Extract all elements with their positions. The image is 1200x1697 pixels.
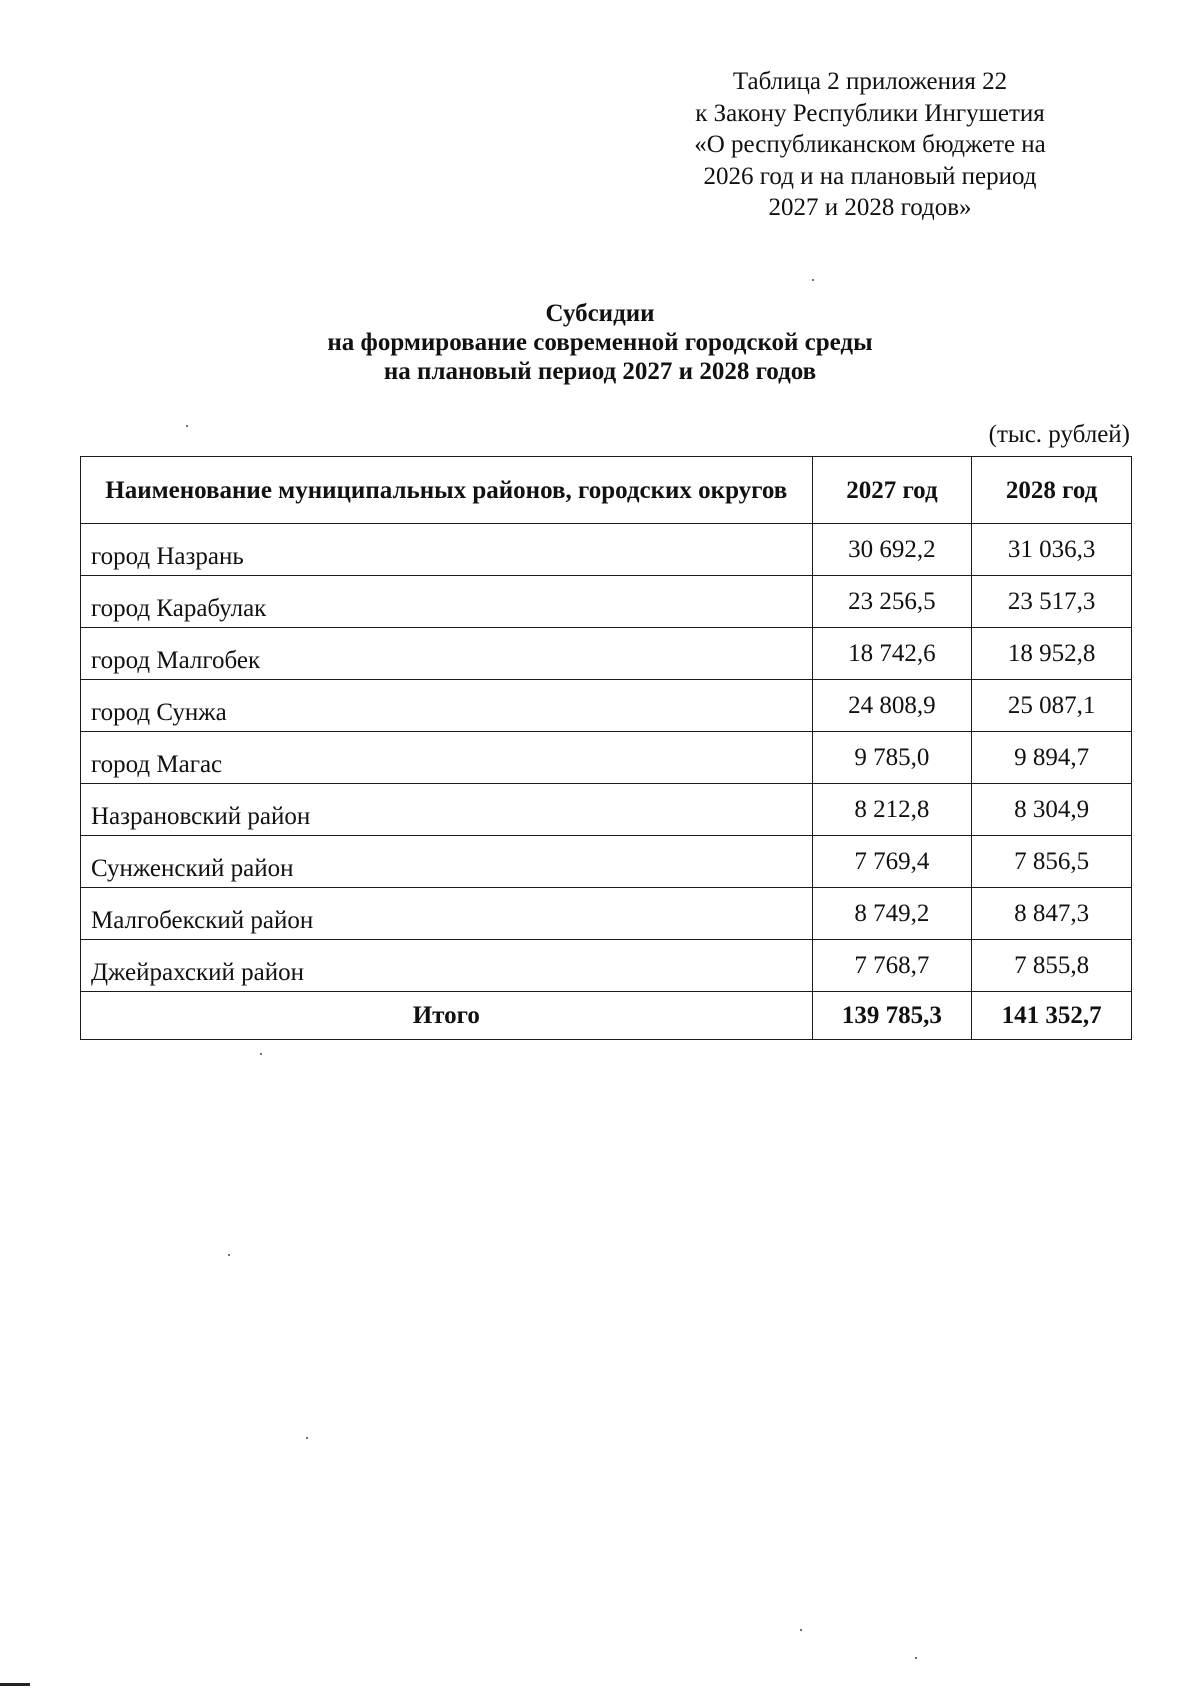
value-2027: 9 785,0 bbox=[812, 732, 972, 784]
appendix-line: 2027 и 2028 годов» bbox=[768, 194, 972, 221]
value-2028: 23 517,3 bbox=[972, 576, 1132, 628]
value-2027: 30 692,2 bbox=[812, 524, 972, 576]
total-2028: 141 352,7 bbox=[972, 992, 1132, 1040]
table-row bbox=[81, 628, 1132, 680]
scan-speck bbox=[800, 1629, 802, 1631]
column-header-name: Наименование муниципальных районов, городских округов bbox=[81, 457, 813, 524]
scan-speck bbox=[306, 1437, 308, 1439]
value-2028: 18 952,8 bbox=[972, 628, 1132, 680]
scan-speck bbox=[812, 279, 814, 281]
appendix-reference bbox=[620, 66, 1120, 224]
value-2027: 8 749,2 bbox=[812, 888, 972, 940]
table-row bbox=[81, 940, 1132, 992]
title-line: Субсидии bbox=[545, 300, 655, 327]
table-row bbox=[81, 732, 1132, 784]
appendix-line: «О республиканском бюджете на bbox=[694, 131, 1046, 158]
municipality-name: город Малгобек bbox=[81, 628, 813, 680]
table-row bbox=[81, 680, 1132, 732]
municipality-name: город Магас bbox=[81, 732, 813, 784]
appendix-line: к Закону Республики Ингушетия bbox=[695, 99, 1045, 127]
total-2027: 139 785,3 bbox=[812, 992, 972, 1040]
units-label: (тыс. рублей) bbox=[988, 421, 1130, 448]
column-header-2028: 2028 год bbox=[972, 457, 1132, 524]
municipality-name: Назрановский район bbox=[81, 784, 813, 836]
total-label: Итого bbox=[81, 992, 813, 1040]
value-2027: 8 212,8 bbox=[812, 784, 972, 836]
total-row bbox=[81, 992, 1132, 1040]
municipality-name: город Назрань bbox=[81, 524, 813, 576]
appendix-line: 2026 год и на плановый период bbox=[703, 162, 1037, 190]
scan-speck bbox=[228, 1254, 230, 1256]
column-header-2027: 2027 год bbox=[812, 457, 972, 524]
table-row bbox=[81, 888, 1132, 940]
subsidies-table bbox=[80, 456, 1132, 1040]
scan-edge-mark bbox=[0, 1683, 30, 1686]
scan-speck bbox=[260, 1053, 262, 1055]
document-title bbox=[250, 299, 950, 386]
value-2028: 31 036,3 bbox=[972, 524, 1132, 576]
title-line: на формирование современной городской среды bbox=[327, 329, 873, 356]
value-2028: 25 087,1 bbox=[972, 680, 1132, 732]
table-row bbox=[81, 784, 1132, 836]
value-2028: 7 856,5 bbox=[972, 836, 1132, 888]
municipality-name: город Карабулак bbox=[81, 576, 813, 628]
appendix-line: Таблица 2 приложения 22 bbox=[732, 68, 1008, 95]
value-2027: 23 256,5 bbox=[812, 576, 972, 628]
title-line: на плановый период 2027 и 2028 годов bbox=[383, 358, 817, 385]
table-row bbox=[81, 836, 1132, 888]
municipality-name: Сунженский район bbox=[81, 836, 813, 888]
municipality-name: Джейрахский район bbox=[81, 940, 813, 992]
value-2027: 7 769,4 bbox=[812, 836, 972, 888]
table-row bbox=[81, 576, 1132, 628]
table-header-row bbox=[81, 457, 1132, 524]
municipality-name: Малгобекский район bbox=[81, 888, 813, 940]
value-2028: 9 894,7 bbox=[972, 732, 1132, 784]
scan-speck bbox=[915, 1657, 917, 1659]
municipality-name: город Сунжа bbox=[81, 680, 813, 732]
value-2027: 18 742,6 bbox=[812, 628, 972, 680]
table-row bbox=[81, 524, 1132, 576]
value-2028: 8 304,9 bbox=[972, 784, 1132, 836]
scan-speck bbox=[186, 425, 188, 427]
value-2028: 8 847,3 bbox=[972, 888, 1132, 940]
value-2027: 24 808,9 bbox=[812, 680, 972, 732]
value-2028: 7 855,8 bbox=[972, 940, 1132, 992]
value-2027: 7 768,7 bbox=[812, 940, 972, 992]
